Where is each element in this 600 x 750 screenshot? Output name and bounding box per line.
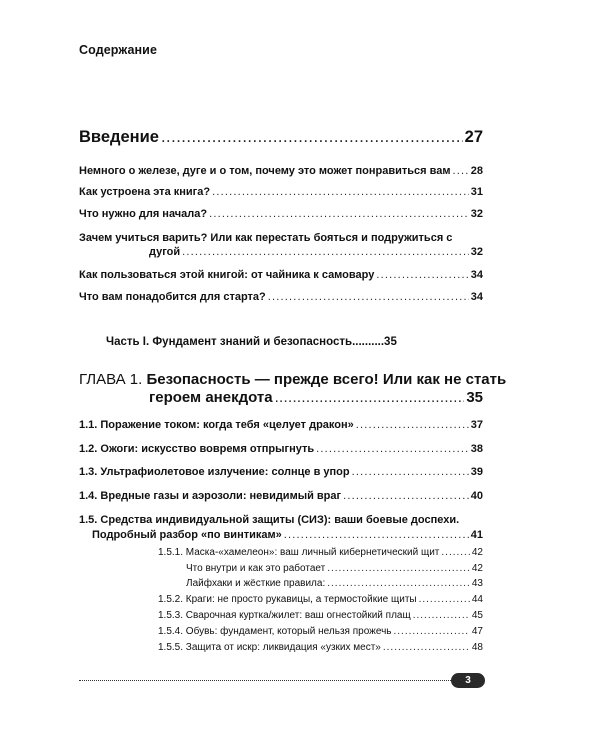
toc-entry [79, 165, 483, 177]
toc-subsection-entry [158, 626, 483, 637]
chapter-heading-line2 [149, 389, 483, 406]
dot-leader [161, 128, 463, 147]
chapter-heading-line1 [79, 371, 506, 388]
dot-leader [383, 642, 470, 653]
toc-entry-label: Что внутри и как это работает [186, 563, 326, 574]
page-title: Содержание [79, 43, 158, 57]
toc-entry-label: 1.2. Ожоги: искусство вовремя отпрыгнуть [79, 443, 315, 455]
toc-entry-label: Как пользоваться этой книгой: от чайника к самовару [79, 269, 375, 281]
toc-subsection-entry [186, 578, 483, 589]
toc-entry [79, 208, 483, 220]
toc-entry-page: 38 [470, 443, 483, 455]
toc-part-page: 35 [384, 336, 397, 348]
toc-entry-page: 34 [470, 291, 483, 303]
toc-entry-label: Подробный разбор «по винтикам» [92, 529, 282, 541]
toc-entry-label: 1.1. Поражение током: когда тебя «целует дракон» [79, 419, 354, 431]
toc-entry-label: Что вам понадобится для старта? [79, 291, 266, 303]
dot-leader [209, 208, 469, 220]
dot-leader [453, 165, 469, 177]
chapter-prefix: ГЛАВА 1. [79, 371, 143, 388]
dot-leader [343, 490, 469, 502]
toc-subsection-entry [158, 547, 483, 558]
toc-entry-label: 1.3. Ультрафиолетовое излучение: солнце в упор [79, 466, 350, 478]
toc-entry-label: Немного о железе, дуге и о том, почему это может понравиться вам [79, 165, 451, 177]
dot-leader: .......... [352, 336, 385, 348]
dot-leader [284, 529, 469, 541]
toc-entry [79, 186, 483, 198]
dot-leader [394, 626, 470, 637]
page-number-badge: 3 [451, 673, 485, 688]
dot-leader [327, 563, 470, 574]
toc-subsection-entry [158, 642, 483, 653]
dot-leader [376, 269, 468, 281]
toc-entry-page: 48 [471, 642, 483, 653]
chapter-title: Безопасность — прежде всего! Или как не стать [146, 371, 507, 388]
toc-entry-label-line1: Зачем учиться варить? Или как перестать бояться и подружиться с [79, 232, 453, 244]
toc-entry-page: 31 [470, 186, 483, 198]
toc-entry-page: 41 [470, 529, 483, 541]
toc-entry-label: 1.5.5. Защита от искр: ликвидация «узких мест» [158, 642, 381, 653]
toc-entry-label: 1.5.1. Маска-«хамелеон»: ваш личный кибернетический щит [158, 547, 440, 558]
toc-section-entry [79, 466, 483, 478]
toc-entry [79, 269, 483, 281]
toc-entry-label: Лайфхаки и жёсткие правила: [186, 578, 326, 589]
toc-subsection-entry [158, 594, 483, 605]
toc-entry-page: 37 [470, 419, 483, 431]
dot-leader [419, 594, 470, 605]
toc-entry-page: 44 [471, 594, 483, 605]
toc-entry-page: 45 [471, 610, 483, 621]
footer-dotted-rule [79, 680, 451, 682]
toc-entry-page: 42 [471, 563, 483, 574]
chapter-title-cont: героем анекдота [149, 389, 273, 406]
toc-entry-label: 1.4. Вредные газы и аэрозоли: невидимый враг [79, 490, 342, 502]
toc-entry-introduction [79, 128, 483, 147]
toc-entry [79, 291, 483, 303]
toc-entry-page: 28 [470, 165, 483, 177]
toc-entry-label: Что нужно для начала? [79, 208, 208, 220]
toc-entry-page: 43 [471, 578, 483, 589]
toc-entry-label: 1.5.3. Сварочная куртка/жилет: ваш огнестойкий плащ [158, 610, 411, 621]
toc-entry-label-line1: 1.5. Средства индивидуальной защиты (СИЗ): ваши боевые доспехи. [79, 514, 460, 526]
dot-leader [182, 246, 469, 258]
dot-leader [413, 610, 470, 621]
toc-entry-label: дугой [149, 246, 181, 258]
toc-entry-page: 32 [470, 208, 483, 220]
toc-entry [149, 246, 483, 258]
toc-entry-page: 32 [470, 246, 483, 258]
toc-subsection-entry [186, 563, 483, 574]
dot-leader [316, 443, 469, 455]
toc-section-entry [79, 419, 483, 431]
chapter-page: 35 [466, 389, 483, 406]
toc-entry-page: 27 [464, 128, 483, 146]
toc-entry-label: 1.5.4. Обувь: фундамент, который нельзя прожечь [158, 626, 392, 637]
toc-entry-page: 39 [470, 466, 483, 478]
dot-leader [275, 389, 465, 406]
toc-section-entry [92, 529, 483, 541]
toc-section-entry [79, 443, 483, 455]
toc-entry-label: Как устроена эта книга? [79, 186, 211, 198]
toc-entry-page: 47 [471, 626, 483, 637]
dot-leader [356, 419, 469, 431]
dot-leader [327, 578, 470, 589]
dot-leader [441, 547, 469, 558]
dot-leader [352, 466, 469, 478]
toc-entry-page: 42 [471, 547, 483, 558]
toc-part-label: Часть I. Фундамент знаний и безопасность [106, 336, 353, 348]
toc-entry-page: 40 [470, 490, 483, 502]
dot-leader [268, 291, 469, 303]
toc-entry-label: Введение [79, 128, 159, 146]
toc-entry-label: 1.5.2. Краги: не просто рукавицы, а термостойкие щиты [158, 594, 417, 605]
toc-section-entry [79, 490, 483, 502]
toc-part-heading [106, 336, 397, 348]
toc-subsection-entry [158, 610, 483, 621]
toc-entry-page: 34 [470, 269, 483, 281]
dot-leader [212, 186, 469, 198]
